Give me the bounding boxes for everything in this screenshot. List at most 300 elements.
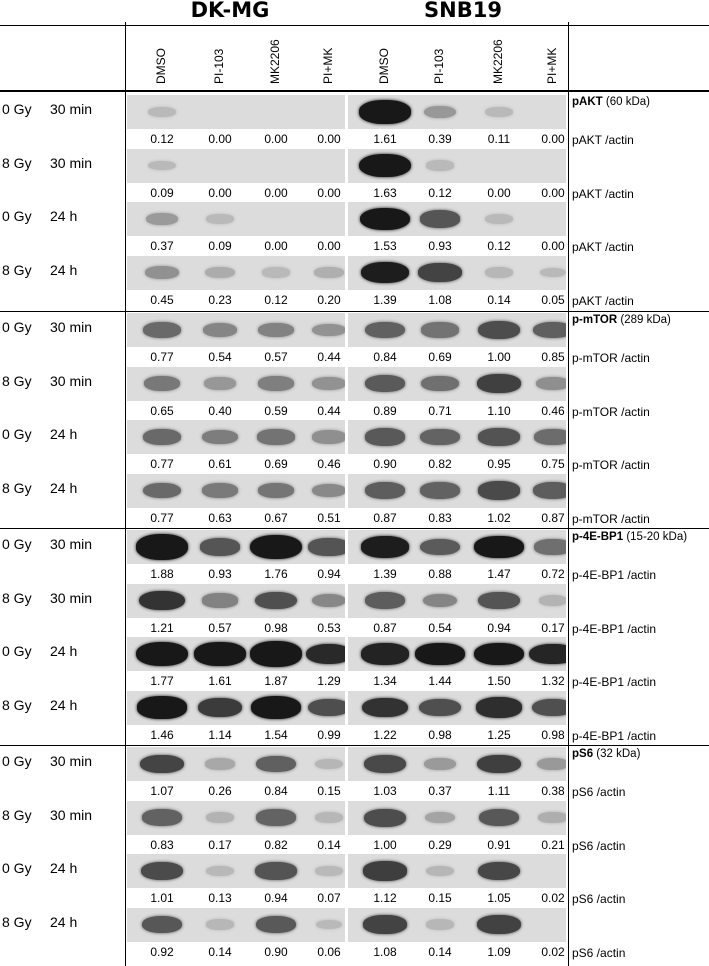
densitometry-value: 0.85 [541, 350, 565, 364]
ratio-label: p-4E-BP1 /actin [572, 675, 657, 689]
blot-strip-dkmg [127, 801, 345, 835]
treatment-header-dkmg-2: MK2206 [268, 39, 282, 84]
densitometry-value: 0.00 [487, 185, 511, 200]
densitometry-value: 1.07 [150, 784, 174, 798]
blot-band [145, 266, 178, 279]
densitometry-value: 0.71 [428, 403, 452, 418]
densitometry-value: 0.15 [428, 891, 452, 905]
densitometry-value: 0.84 [264, 784, 288, 798]
marker-name: pS6 [572, 748, 594, 760]
blot-strip-snb19 [348, 256, 566, 290]
row-dose-label: 8 Gy [2, 154, 32, 171]
blot-band [421, 376, 458, 391]
row-dose-label: 0 Gy [2, 426, 32, 442]
densitometry-value: 0.65 [150, 403, 174, 418]
blot-band [202, 483, 238, 498]
densitometry-value: 0.94 [264, 891, 288, 905]
blot-band [360, 208, 410, 231]
densitometry-value: 0.11 [487, 132, 511, 146]
header-bottom-rule [0, 90, 709, 92]
blot-band [361, 536, 409, 558]
blot-band [419, 699, 461, 717]
blot-band [424, 106, 456, 119]
blot-band [308, 699, 345, 717]
blot-band [312, 484, 345, 498]
densitometry-value: 0.54 [428, 620, 452, 635]
densitometry-value: 0.99 [317, 727, 341, 742]
densitometry-value: 0.87 [373, 510, 397, 525]
blot-strip-dkmg [127, 637, 345, 671]
densitometry-value: 0.00 [541, 132, 565, 146]
row-time-label: 30 min [50, 806, 93, 823]
densitometry-value: 0.44 [317, 350, 341, 364]
blot-band [485, 214, 513, 224]
densitometry-value: 0.94 [317, 567, 341, 581]
blot-strip-snb19 [348, 801, 566, 835]
blot-band [141, 862, 183, 880]
blot-strip-snb19 [348, 420, 566, 454]
blot-band [478, 428, 519, 446]
marker-size: (15-20 kDa) [626, 531, 688, 543]
densitometry-value: 1.03 [373, 784, 397, 798]
densitometry-value: 0.38 [541, 784, 565, 798]
densitometry-value: 0.12 [487, 239, 511, 253]
densitometry-value: 0.14 [317, 837, 341, 852]
panel-divider-1 [0, 528, 709, 529]
blot-strip-snb19 [348, 474, 566, 508]
densitometry-value: 1.12 [373, 891, 397, 905]
blot-band [251, 696, 302, 719]
densitometry-value: 0.83 [428, 510, 452, 525]
densitometry-value: 0.12 [264, 292, 288, 307]
row-time-label: 30 min [50, 154, 93, 171]
densitometry-value: 1.10 [487, 403, 511, 418]
densitometry-value: 0.37 [428, 784, 452, 798]
blot-band [359, 100, 411, 123]
densitometry-value: 1.32 [541, 674, 565, 688]
densitometry-value: 1.34 [373, 674, 397, 688]
blot-band [200, 538, 241, 555]
densitometry-value: 0.98 [264, 620, 288, 635]
blot-band [420, 429, 459, 445]
blot-band [418, 263, 461, 282]
blot-band [143, 483, 181, 499]
ratio-label: p-mTOR /actin [572, 511, 650, 526]
blot-band [312, 594, 345, 608]
blot-band [363, 861, 407, 880]
densitometry-value: 0.90 [264, 944, 288, 959]
densitometry-value: 1.77 [150, 674, 174, 688]
blot-band [308, 538, 345, 555]
blot-band [361, 643, 408, 664]
densitometry-value: 1.25 [487, 727, 511, 742]
marker-label [572, 748, 640, 760]
densitometry-value: 0.00 [317, 185, 341, 200]
blot-band [538, 812, 566, 823]
densitometry-value: 0.02 [541, 891, 565, 905]
densitometry-value: 0.14 [428, 944, 452, 959]
densitometry-value: 0.20 [317, 292, 341, 307]
row-dose-label: 0 Gy [2, 319, 32, 335]
row-dose-label: 8 Gy [2, 372, 32, 389]
blot-band [415, 643, 464, 665]
blot-strip-snb19 [348, 202, 566, 236]
blot-band [479, 809, 520, 826]
blot-band [142, 809, 181, 825]
densitometry-value: 0.06 [317, 944, 341, 959]
densitometry-value: 0.09 [208, 239, 232, 253]
ratio-label: p-4E-BP1 /actin [572, 568, 657, 582]
densitometry-value: 0.17 [541, 620, 565, 635]
row-dose-label: 8 Gy [2, 589, 32, 606]
ratio-label: p-4E-BP1 /actin [572, 621, 657, 636]
densitometry-value: 0.17 [208, 837, 232, 852]
treatment-header-snb19-0: DMSO [377, 48, 391, 84]
densitometry-value: 1.46 [150, 727, 174, 742]
densitometry-value: 0.44 [317, 403, 341, 418]
densitometry-value: 0.39 [428, 132, 452, 146]
densitometry-value: 1.76 [264, 567, 288, 581]
blot-band [365, 322, 404, 339]
blot-band [365, 592, 405, 609]
blot-strip-dkmg [127, 420, 345, 454]
blot-band [365, 375, 405, 392]
blot-strip-dkmg [127, 474, 345, 508]
row-time-label: 24 h [50, 426, 78, 442]
blot-band [474, 643, 524, 666]
densitometry-value: 1.01 [150, 891, 174, 905]
densitometry-value: 0.00 [317, 239, 341, 253]
densitometry-value: 0.57 [208, 620, 232, 635]
densitometry-value: 0.95 [487, 457, 511, 471]
blot-band [256, 756, 295, 773]
row-time-label: 30 min [50, 589, 93, 606]
blot-band [139, 591, 184, 611]
blot-band [205, 267, 235, 278]
blot-band [477, 915, 520, 934]
row-dose-label: 0 Gy [2, 536, 32, 552]
blot-band [136, 534, 188, 560]
blot-band [536, 377, 566, 390]
densitometry-value: 1.39 [373, 567, 397, 581]
row-time-label: 24 h [50, 913, 78, 930]
blot-band [364, 809, 406, 827]
densitometry-value: 0.87 [541, 510, 565, 525]
blot-band [202, 430, 238, 444]
blot-band [202, 593, 237, 607]
densitometry-value: 1.00 [373, 837, 397, 852]
treatment-header-dkmg-0: DMSO [154, 48, 168, 84]
blot-strip-dkmg [127, 367, 345, 401]
densitometry-value: 1.50 [487, 674, 511, 688]
blot-band [198, 698, 242, 717]
panel-divider-0 [0, 311, 709, 312]
blot-band [477, 374, 521, 393]
blot-band [312, 324, 345, 337]
blot-band [426, 919, 454, 929]
blot-strip-dkmg [127, 95, 345, 129]
blot-band [362, 698, 408, 718]
blot-band [423, 594, 458, 608]
densitometry-value: 1.87 [264, 674, 288, 688]
blot-band [206, 812, 235, 823]
blot-band [148, 161, 175, 171]
blot-band [143, 322, 181, 338]
blot-strip-snb19 [348, 637, 566, 671]
densitometry-value: 0.61 [208, 457, 232, 471]
densitometry-value: 1.44 [428, 674, 452, 688]
blot-strip-dkmg [127, 691, 345, 725]
densitometry-value: 0.72 [541, 567, 565, 581]
densitometry-value: 0.14 [487, 292, 511, 307]
blot-strip-dkmg [127, 202, 345, 236]
blot-band [315, 812, 343, 822]
blot-strip-dkmg [127, 256, 345, 290]
blot-band [312, 377, 345, 390]
row-dose-label: 8 Gy [2, 696, 32, 713]
densitometry-value: 0.75 [541, 457, 565, 471]
densitometry-value: 0.93 [428, 239, 452, 253]
blot-band [257, 429, 294, 444]
ratio-label: pS6 /actin [572, 892, 626, 906]
ratio-label: pAKT /actin [572, 133, 634, 147]
row-time-label: 24 h [50, 643, 78, 659]
ratio-label: p-mTOR /actin [572, 404, 650, 419]
densitometry-value: 0.09 [150, 185, 174, 200]
densitometry-value: 0.77 [150, 510, 174, 525]
densitometry-value: 0.87 [373, 620, 397, 635]
row-dose-label: 8 Gy [2, 913, 32, 930]
densitometry-value: 1.09 [487, 944, 511, 959]
blot-strip-snb19 [348, 530, 566, 564]
blot-band [206, 866, 234, 876]
row-time-label: 30 min [50, 101, 93, 117]
densitometry-value: 0.92 [150, 944, 174, 959]
densitometry-value: 0.05 [541, 292, 565, 307]
densitometry-value: 0.14 [208, 944, 232, 959]
blot-band [478, 481, 520, 499]
densitometry-value: 0.82 [428, 457, 452, 471]
row-dose-label: 0 Gy [2, 643, 32, 659]
marker-name: pAKT [572, 96, 603, 108]
row-dose-label: 0 Gy [2, 208, 32, 224]
densitometry-value: 0.91 [487, 837, 511, 852]
densitometry-value: 0.12 [150, 132, 174, 146]
ratio-label: pS6 /actin [572, 785, 626, 799]
blot-band [478, 592, 519, 609]
blot-band [194, 642, 246, 665]
densitometry-value: 0.00 [208, 132, 232, 146]
blot-band [478, 321, 520, 339]
blot-band [540, 268, 566, 277]
densitometry-value: 0.00 [264, 185, 288, 200]
blot-band [539, 595, 566, 606]
blot-strip-snb19 [348, 854, 566, 888]
blot-strip-dkmg [127, 313, 345, 347]
densitometry-value: 0.00 [264, 239, 288, 253]
treatment-header-dkmg-3: PI+MK [321, 47, 335, 84]
row-time-label: 30 min [50, 753, 93, 769]
blot-band [364, 755, 406, 773]
blot-band [476, 697, 522, 717]
densitometry-value: 0.00 [208, 185, 232, 200]
densitometry-value: 1.29 [317, 674, 341, 688]
blot-band [316, 920, 343, 930]
densitometry-value: 0.69 [264, 457, 288, 471]
densitometry-value: 0.82 [264, 837, 288, 852]
blot-strip-dkmg [127, 530, 345, 564]
blot-band [314, 267, 343, 278]
densitometry-value: 0.63 [208, 510, 232, 525]
densitometry-value: 0.94 [487, 620, 511, 635]
blot-band [421, 322, 458, 337]
blot-band [142, 916, 183, 933]
marker-size: (289 kDa) [620, 314, 671, 326]
blot-strip-snb19 [348, 313, 566, 347]
densitometry-value: 0.98 [428, 727, 452, 742]
blot-band [306, 644, 345, 665]
blot-strip-dkmg [127, 854, 345, 888]
blot-band [204, 377, 236, 390]
densitometry-value: 0.54 [208, 350, 232, 364]
blot-strip-snb19 [348, 149, 566, 183]
densitometry-value: 1.53 [373, 239, 397, 253]
densitometry-value: 0.12 [428, 185, 452, 200]
densitometry-value: 0.40 [208, 403, 232, 418]
densitometry-value: 1.63 [373, 185, 397, 200]
densitometry-value: 0.77 [150, 457, 174, 471]
densitometry-value: 0.45 [150, 292, 174, 307]
marker-name: p-mTOR [572, 314, 618, 326]
marker-size: (32 kDa) [596, 748, 641, 760]
blot-band [485, 267, 513, 277]
blot-band [363, 915, 406, 934]
blot-band [534, 539, 566, 554]
ratio-label: pAKT /actin [572, 240, 634, 254]
blot-band [137, 696, 186, 718]
densitometry-value: 0.23 [208, 292, 232, 307]
densitometry-value: 0.59 [264, 403, 288, 418]
right-column-divider [568, 22, 569, 966]
blot-band [146, 213, 178, 225]
blot-band [144, 376, 180, 391]
cell-line-snb19-title: SNB19 [424, 0, 502, 22]
densitometry-value: 1.61 [373, 132, 397, 146]
densitometry-value: 0.21 [541, 837, 565, 852]
marker-size: (60 kDa) [605, 96, 650, 108]
densitometry-value: 0.84 [373, 350, 397, 364]
blot-strip-snb19 [348, 747, 566, 781]
blot-band [148, 107, 176, 117]
blot-band [365, 482, 405, 499]
densitometry-value: 0.46 [317, 457, 341, 471]
left-column-divider [125, 22, 126, 966]
blot-strip-dkmg [127, 908, 345, 942]
blot-band [424, 758, 456, 770]
densitometry-value: 0.37 [150, 239, 174, 253]
treatment-header-snb19-2: MK2206 [491, 39, 505, 84]
densitometry-value: 1.08 [373, 944, 397, 959]
row-time-label: 24 h [50, 696, 78, 713]
marker-label [572, 531, 687, 543]
panel-divider-2 [0, 745, 709, 746]
densitometry-value: 0.00 [541, 185, 565, 200]
ratio-label: pAKT /actin [572, 186, 634, 201]
blot-band [474, 536, 524, 558]
blot-band [255, 592, 297, 610]
blot-band [258, 483, 295, 498]
row-dose-label: 0 Gy [2, 860, 32, 876]
ratio-label: pAKT /actin [572, 293, 634, 308]
densitometry-value: 0.46 [541, 403, 565, 418]
row-time-label: 24 h [50, 860, 78, 876]
densitometry-value: 0.77 [150, 350, 174, 364]
marker-name: p-4E-BP1 [572, 531, 624, 543]
densitometry-value: 0.90 [373, 457, 397, 471]
row-time-label: 30 min [50, 536, 93, 552]
blot-band [532, 699, 566, 717]
blot-strip-dkmg [127, 149, 345, 183]
blot-band [206, 919, 234, 929]
blot-band [534, 429, 566, 445]
densitometry-value: 1.02 [487, 510, 511, 525]
blot-strip-dkmg [127, 747, 345, 781]
densitometry-value: 1.21 [150, 620, 174, 635]
blot-band [533, 322, 566, 339]
densitometry-value: 0.83 [150, 837, 174, 852]
row-dose-label: 0 Gy [2, 101, 32, 117]
densitometry-value: 0.02 [541, 944, 565, 959]
blot-band [203, 323, 238, 337]
ratio-label: p-4E-BP1 /actin [572, 728, 657, 743]
densitometry-value: 0.89 [373, 403, 397, 418]
blot-strip-snb19 [348, 584, 566, 618]
marker-label [572, 96, 650, 108]
densitometry-value: 1.54 [264, 727, 288, 742]
row-time-label: 30 min [50, 319, 93, 335]
densitometry-value: 0.51 [317, 510, 341, 525]
densitometry-value: 1.14 [208, 727, 232, 742]
densitometry-value: 1.08 [428, 292, 452, 307]
blot-band [258, 323, 293, 337]
row-dose-label: 8 Gy [2, 806, 32, 823]
densitometry-value: 1.05 [487, 891, 511, 905]
row-dose-label: 8 Gy [2, 261, 32, 278]
densitometry-value: 1.61 [208, 674, 232, 688]
blot-band [485, 107, 513, 117]
densitometry-value: 0.00 [317, 132, 341, 146]
densitometry-value: 0.07 [317, 891, 341, 905]
treatment-header-dkmg-1: PI-103 [212, 48, 226, 84]
densitometry-value: 0.26 [208, 784, 232, 798]
densitometry-value: 1.39 [373, 292, 397, 307]
densitometry-value: 0.13 [208, 891, 232, 905]
blot-band [425, 812, 456, 824]
densitometry-value: 1.22 [373, 727, 397, 742]
blot-band [420, 210, 461, 227]
treatment-header-snb19-3: PI+MK [545, 47, 559, 84]
blot-band [136, 642, 188, 667]
header-top-rule [0, 25, 709, 26]
blot-strip-snb19 [348, 908, 566, 942]
cell-line-dkmg-title: DK-MG [190, 0, 270, 22]
densitometry-value: 0.67 [264, 510, 288, 525]
densitometry-value: 0.53 [317, 620, 341, 635]
densitometry-value: 0.00 [264, 132, 288, 146]
blot-band [250, 641, 302, 667]
blot-strip-snb19 [348, 367, 566, 401]
densitometry-value: 0.57 [264, 350, 288, 364]
